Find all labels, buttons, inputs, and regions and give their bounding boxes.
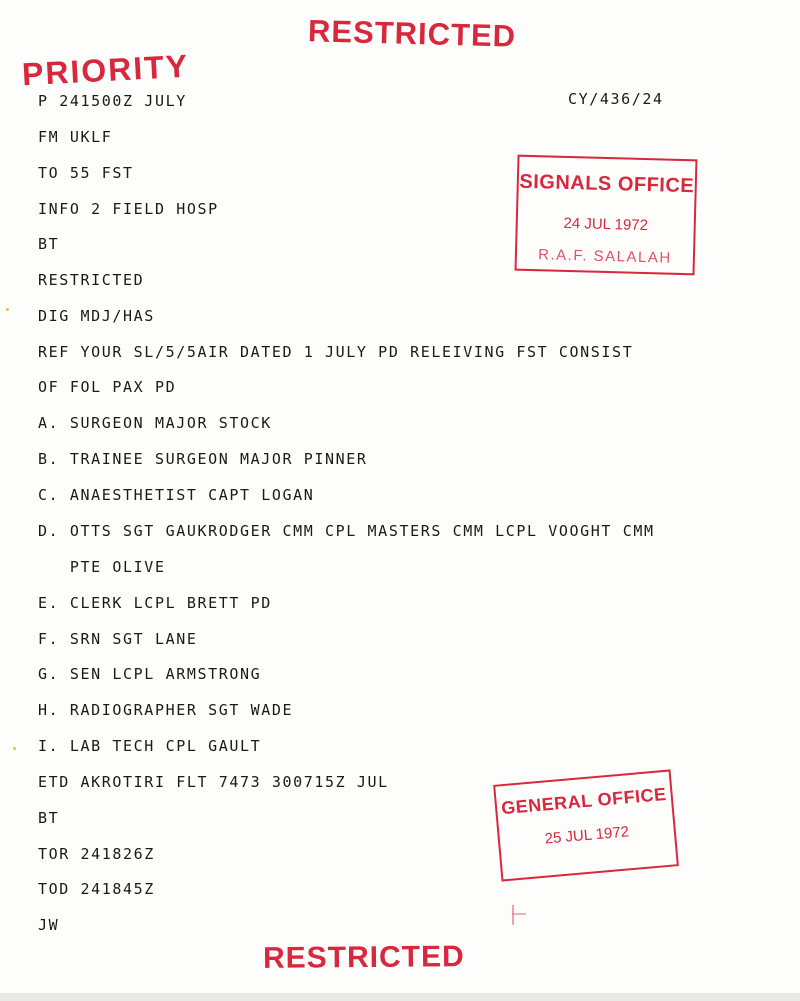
message-line: P 241500Z JULY [38,92,187,110]
message-line: ETD AKROTIRI FLT 7473 300715Z JUL [38,773,389,791]
message-line: C. ANAESTHETIST CAPT LOGAN [38,486,315,504]
message-line: TOR 241826Z [38,845,155,863]
ink-smudge [512,913,526,915]
message-line: PTE OLIVE [38,558,166,576]
paper-speck [6,308,9,311]
message-line: H. RADIOGRAPHER SGT WADE [38,701,294,719]
signals-office-title: SIGNALS OFFICE [519,170,695,198]
message-line: D. OTTS SGT GAUKRODGER CMM CPL MASTERS CMM LCPL VOOGHT CMM [38,522,655,540]
message-line: RESTRICTED [38,271,145,289]
restricted-stamp-bottom: RESTRICTED [262,940,465,975]
general-office-stamp [493,769,679,881]
message-line: B. TRAINEE SURGEON MAJOR PINNER [38,450,368,468]
message-line: G. SEN LCPL ARMSTRONG [38,665,262,683]
signals-office-date: 24 JUL 1972 [563,214,649,235]
message-line: OF FOL PAX PD [38,378,177,396]
message-line: BT [38,809,60,827]
message-line: INFO 2 FIELD HOSP [38,200,219,218]
message-line: E. CLERK LCPL BRETT PD [38,594,272,612]
message-line: REF YOUR SL/5/5AIR DATED 1 JULY PD RELEIVING FST CONSIST [38,343,634,361]
message-line: JW [38,916,60,934]
signals-office-place: R.A.F. SALALAH [537,246,672,267]
message-reference: CY/436/24 [568,90,664,108]
paper-speck [13,747,16,750]
message-line: FM UKLF [38,128,113,146]
signals-office-stamp [515,155,698,276]
message-line: I. LAB TECH CPL GAULT [38,737,262,755]
message-line: A. SURGEON MAJOR STOCK [38,414,272,432]
priority-stamp: PRIORITY [21,47,190,93]
restricted-stamp-top: RESTRICTED [307,13,517,54]
message-line: DIG MDJ/HAS [38,307,155,325]
general-office-title: GENERAL OFFICE [500,783,668,819]
message-line: F. SRN SGT LANE [38,630,198,648]
message-line: BT [38,235,60,253]
ink-smudge [512,905,514,925]
message-line: TOD 241845Z [38,880,155,898]
general-office-date: 25 JUL 1972 [544,823,630,848]
page-bottom-edge [0,993,800,1001]
message-line: TO 55 FST [38,164,134,182]
